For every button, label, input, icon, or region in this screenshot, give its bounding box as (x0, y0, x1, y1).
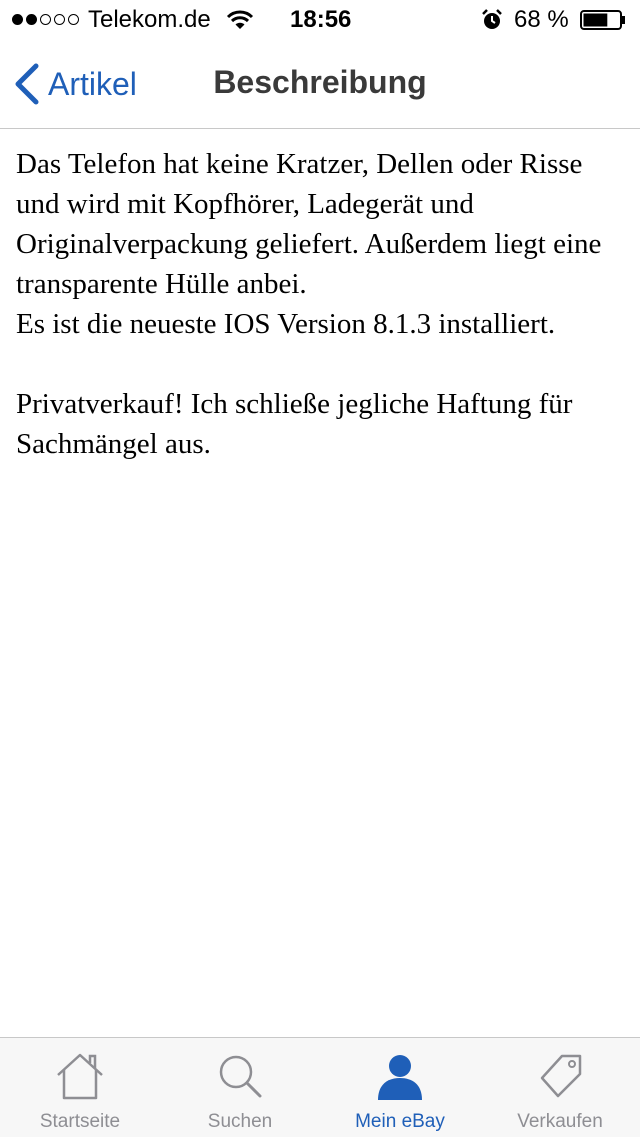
alarm-clock-icon (481, 9, 503, 31)
search-icon (212, 1050, 268, 1102)
wifi-icon (226, 10, 254, 30)
carrier-name: Telekom.de (88, 6, 211, 33)
description-paragraph: Das Telefon hat keine Kratzer, Dellen oder Risse und wird mit Kopfhörer, Ladegerät und Originalverpackung geliefert. Außerdem liegt eine transparente Hülle anbei. (16, 148, 602, 300)
home-icon (52, 1050, 108, 1102)
back-button-label: Artikel (48, 65, 137, 102)
signal-dot (40, 14, 51, 25)
tab-bar (0, 1037, 640, 1137)
navigation-bar (0, 40, 640, 129)
signal-strength-icon (12, 14, 79, 25)
battery-icon (580, 10, 626, 30)
tab-label: Startseite (39, 1111, 121, 1132)
signal-dot (68, 14, 79, 25)
tab-label: Suchen (207, 1111, 273, 1132)
tab-verkaufen[interactable] (480, 1038, 640, 1137)
tab-startseite[interactable] (0, 1038, 160, 1137)
battery-percentage: 68 % (514, 6, 569, 33)
person-icon (372, 1050, 428, 1102)
tab-mein-ebay[interactable] (320, 1038, 480, 1137)
signal-dot (26, 14, 37, 25)
tab-label: Verkaufen (517, 1111, 603, 1132)
signal-dot (54, 14, 65, 25)
clock-time: 18:56 (290, 6, 352, 33)
signal-dot (12, 14, 23, 25)
tab-suchen[interactable] (160, 1038, 320, 1137)
tab-label: Mein eBay (355, 1111, 445, 1132)
description-paragraph: Es ist die neueste IOS Version 8.1.3 installiert. (16, 308, 556, 340)
status-bar (0, 0, 640, 40)
item-description (16, 144, 624, 464)
tag-icon (532, 1050, 588, 1102)
page-title: Beschreibung (213, 64, 427, 100)
description-disclaimer: Privatverkauf! Ich schließe jegliche Haftung für Sachmängel aus. (16, 388, 573, 460)
